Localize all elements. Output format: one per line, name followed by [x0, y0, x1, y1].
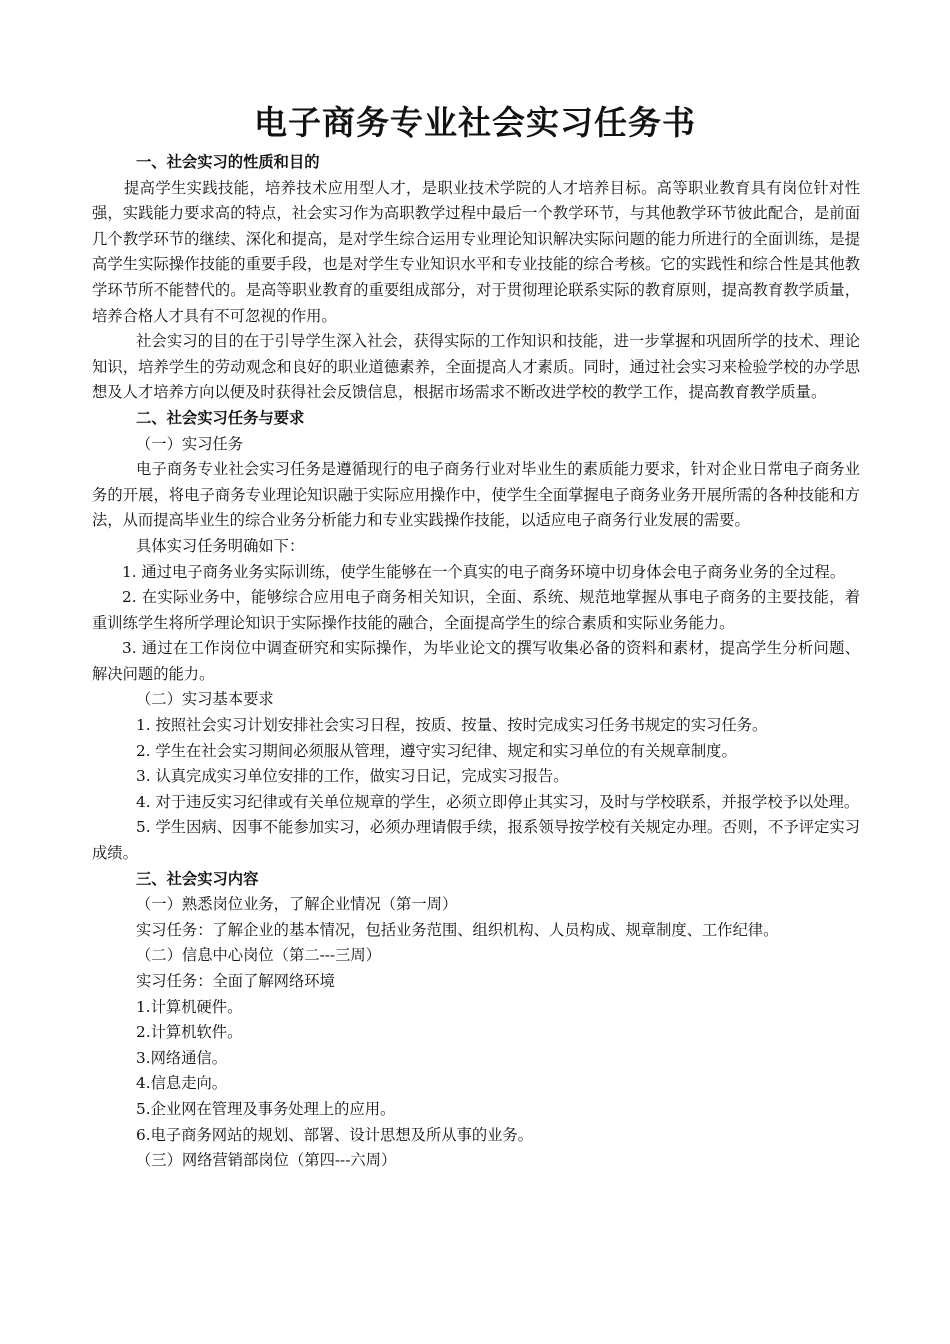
subsection-heading: （二）实习基本要求 — [136, 690, 274, 709]
list-item: 4. 对于违反实习纪律或有关单位规章的学生，必须立即停止其实习，及时与学校联系，并报学校予以处理。 — [136, 792, 860, 811]
section-heading-1: 一、社会实习的性质和目的 — [136, 153, 320, 171]
subsection-heading: （一）熟悉岗位业务，了解企业情况（第一周） — [136, 895, 458, 914]
paragraph: 具体实习任务明确如下： — [136, 536, 305, 555]
paragraph: 实习任务：全面了解网络环境 — [136, 972, 335, 990]
list-item: 2. 学生在社会实习期间必须服从管理，遵守实习纪律、规定和实习单位的有关规章制度。 — [136, 741, 737, 760]
list-item: 3. 通过在工作岗位中调查研究和实际操作，为毕业论文的撰写收集必备的资料和素材，提高学生分析问题、解决问题的能力。 — [92, 639, 860, 683]
document-body — [92, 150, 860, 1174]
list-item: 1. 按照社会实习计划安排社会实习日程，按质、按量、按时完成实习任务书规定的实习任务。 — [136, 716, 768, 735]
list-item: 4.信息走向。 — [136, 1074, 228, 1093]
list-item: 1.计算机硬件。 — [136, 997, 243, 1016]
subsection-heading: （一）实习任务 — [136, 434, 244, 453]
paragraph: 社会实习的目的在于引导学生深入社会，获得实际的工作知识和技能，进一步掌握和巩固所学的技术、理论知识，培养学生的劳动观念和良好的职业道德素养，全面提高人才素质。同时，通过社会实习来检验学校的办学思想及人才培养方向以便及时获得社会反馈信息，根据市场需求不断改进学校的教学工作，提高教育教学质量。 — [92, 332, 860, 402]
list-item: 5. 学生因病、因事不能参加实习，必须办理请假手续，报系领导按学校有关规定办理。否则，不予评定实习成绩。 — [92, 818, 860, 863]
paragraph: 电子商务专业社会实习任务是遵循现行的电子商务行业对毕业生的素质能力要求，针对企业日常电子商务业务的开展，将电子商务专业理论知识融于实际应用操作中，使学生全面掌握电子商务业务开展所需的各种技能和方法，从而提高毕业生的综合业务分析能力和专业实践操作技能，以适应电子商务行业发展的需要。 — [92, 460, 860, 530]
list-item: 2.计算机软件。 — [136, 1023, 243, 1042]
list-item: 1. 通过电子商务业务实际训练，使学生能够在一个真实的电子商务环境中切身体会电子商务业务的全过程。 — [122, 562, 846, 581]
list-item: 5.企业网在管理及事务处理上的应用。 — [136, 1099, 396, 1118]
list-item: 3.网络通信。 — [136, 1048, 228, 1067]
list-item: 2. 在实际业务中，能够综合应用电子商务相关知识，全面、系统、规范地掌握从事电子商务的主要技能，着重训练学生将所学理论知识于实际操作技能的融合，全面提高学生的综合素质和实际业务能力。 — [92, 588, 860, 632]
list-item: 6.电子商务网站的规划、部署、设计思想及所从事的业务。 — [136, 1125, 534, 1144]
document-title: 电子商务专业社会实习任务书 — [254, 103, 696, 142]
section-heading-3: 三、社会实习内容 — [136, 869, 259, 888]
paragraph: 实习任务：了解企业的基本情况，包括业务范围、组织机构、人员构成、规章制度、工作纪律。 — [136, 920, 779, 939]
section-heading-2: 二、社会实习任务与要求 — [136, 408, 305, 427]
subsection-heading: （三）网络营销部岗位（第四---六周） — [136, 1151, 397, 1170]
list-item: 3. 认真完成实习单位安排的工作，做实习日记，完成实习报告。 — [136, 767, 569, 786]
subsection-heading: （二）信息中心岗位（第二---三周） — [136, 946, 381, 965]
paragraph: 提高学生实践技能，培养技术应用型人才，是职业技术学院的人才培养目标。高等职业教育具有岗位针对性强，实践能力要求高的特点，社会实习作为高职教学过程中最后一个教学环节，与其他教学环节彼此配合，是前面几个教学环节的继续、深化和提高，是对学生综合运用专业理论知识解决实际问题的能力所进行的全面训练，是提高学生实际操作技能的重要手段，也是对学生专业知识水平和专业技能的综合考核。它的实践性和综合性是其他教学环节所不能替代的。是高等职业教育的重要组成部分，对于贯彻理论联系实际的教育原则，提高教育教学质量，培养合格人才具有不可忽视的作用。 — [92, 178, 860, 325]
